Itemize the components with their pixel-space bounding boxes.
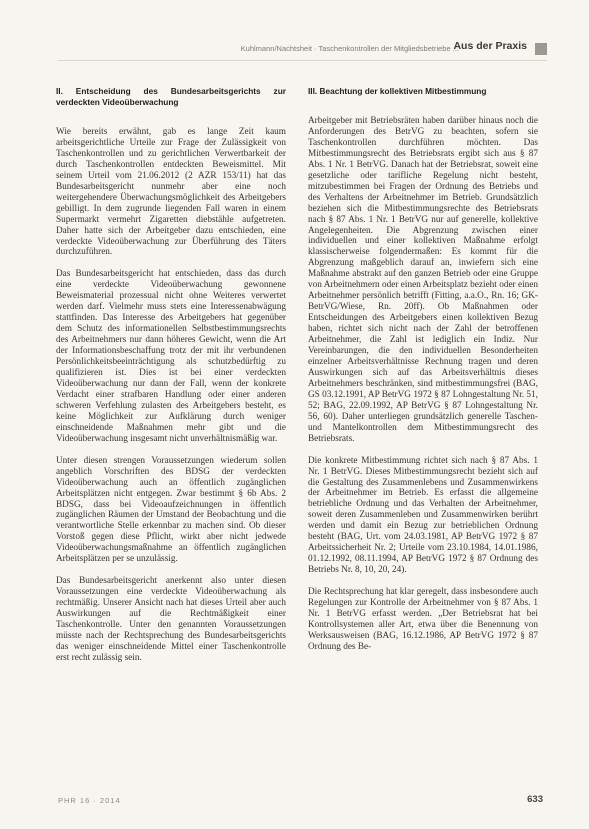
left-paragraph-2: Das Bundesarbeitsgericht hat entschieden, dass das durch eine verdeckte Videoüberwachung gewonnene Beweismaterial prozessual nicht ohne Weiteres verwertet werden darf. Vielmehr muss stets eine Interessenabwägung stattfinden. Das Interesse des Arbeitgebers hat gegenüber dem Schutz des informationellen Selbstbestimmungsrechts des Arbeitnehmers nur dann höheres Gewicht, wenn die Art der Informationsbeschaffung trotz der mit ihr verbundenen Persönlichkeitsbeeinträchtigung als schutzbedürftig zu qualifizieren ist. Dies ist bei einer verdeckten Videoüberwachung nur dann der Fall, wenn der konkrete Verdacht einer strafbaren Handlung oder einer anderen schweren Verfehlung zulasten des Arbeitgebers besteht, es keine Möglichkeit zur Aufklärung durch weniger einschneidende Maßnahmen mehr gibt und die Videoüberwachung insgesamt nicht unverhältnismäßig war. (56, 269, 286, 444)
header-rule (58, 60, 547, 61)
journal-footer: PHR 16 · 2014 (58, 796, 121, 805)
left-heading: II. Entscheidung des Bundesarbeitsgerichts zur verdeckten Videoüberwachung (56, 86, 286, 107)
page-number: 633 (527, 794, 543, 805)
right-paragraph-2: Die konkrete Mitbestimmung richtet sich nach § 87 Abs. 1 Nr. 1 BetrVG. Dieses Mitbestimmungsrecht bezieht sich auf die Gestaltung des Zusammenlebens und Zusammenwirkens der Arbeitnehmer im Betrieb. Es erfasst die allgemeine betriebliche Ordnung und das Verhalten der Arbeitnehmer, soweit deren Zusammenleben und Zusammenwirken berührt werden und damit ein Bezug zur betrieblichen Ordnung besteht (BAG, Urt. vom 24.03.1981, AP BetrVG 1972 § 87 Arbeitssicherheit Nr. 2; Urteile vom 23.10.1984, 14.01.1986, 01.12.1992, 08.11.1994, AP BetrVG 1972 § 87 Ordnung des Betriebs Nr. 8, 10, 20, 24). (308, 455, 538, 576)
left-paragraph-4: Das Bundesarbeitsgericht anerkennt also unter diesen Voraussetzungen eine verdeckte Videoüberwachung als rechtmäßig. Unserer Ansicht nach hat dieses Urteil aber auch Auswirkungen auf die Rechtmäßigkeit einer Taschenkontrolle. Unter den genannten Voraussetzungen müsste nach der Rechtsprechung des Bundesarbeitsgerichts das weniger einschneidende Mittel einer Taschenkontrolle erst recht zulässig sein. (56, 576, 286, 663)
section-title: Aus der Praxis (453, 40, 527, 52)
left-paragraph-3: Unter diesen strengen Voraussetzungen wiederum sollen angeblich Vorschriften des BDSG der verdeckten Videoüberwachung auch an öffentlich zugänglichen Arbeitsplätzen nicht entgegen. Zwar bestimmt § 6b Abs. 2 BDSG, dass bei Videoaufzeichnungen in öffentlich zugänglichen Räumen der Umstand der Beobachtung und die verantwortliche Stelle erkennbar zu machen sind. Ob dieser Vorstoß gegen diese Pflicht, wirkt aber nicht jedwede Videoüberwachungsmaßnahme an öffentlich zugänglichen Arbeitsplätzen per se unzulässig. (56, 455, 286, 565)
right-column (308, 86, 538, 664)
left-column (56, 86, 286, 675)
running-title: Kuhlmann/Nachtsheit · Taschenkontrollen der Mitgliedsbetriebe ... (240, 44, 459, 53)
page-header (0, 40, 589, 60)
right-heading: III. Beachtung der kollektiven Mitbestimmung (308, 86, 487, 96)
right-paragraph-1: Arbeitgeber mit Betriebsräten haben darüber hinaus noch die Anforderungen des BetrVG zu beachten, sofern sie Taschenkontrollen durchführen möchten. Das Mitbestimmungsrecht des Betriebsrats ergibt sich aus § 87 Abs. 1 Nr. 1 BetrVG. Danach hat der Betriebsrat, soweit eine gesetzliche oder tarifliche Regelung nicht besteht, mitzubestimmen bei Fragen der Ordnung des Betriebs und des Verhaltens der Arbeitnehmer im Betrieb. Grundsätzlich beziehen sich die Mitbestimmungsrechte des Betriebsrats nach § 87 Abs. 1 Nr. 1 BetrVG nur auf generelle, kollektive Angelegenheiten. Die Abgrenzung zwischen einer individuellen und einer kollektiven Maßnahme erfolgt klassischerweise folgendermaßen: Es kommt für die Abgrenzung maßgeblich darauf an, inwiefern sich eine Maßnahme abstrakt auf den ganzen Betrieb oder eine Gruppe von Arbeitnehmern oder einen Arbeitsplatz bezieht oder einen Arbeitnehmer persönlich betrifft (Fitting, a.a.O., Rn. 16; GK-BetrVG/Wiese, Rn. 20ff). Ob Maßnahmen oder Entscheidungen des Arbeitgebers einen kollektiven Bezug haben, richtet sich nicht nach der Zahl der betroffenen Arbeitnehmer, die Zahl ist lediglich ein Indiz. Nur Vereinbarungen, die den individuellen Besonderheiten einzelner Arbeitsverhältnisse Rechnung tragen und deren Auswirkungen sich auf das Arbeitsverhältnis dieses Arbeitnehmers beschränken, sind mitbestimmungsfrei (BAG, GS 03.12.1991, AP BetrVG 1972 § 87 Lohngestaltung Nr. 51, 52; BAG, 22.09.1992, AP BetrVG § 87 Lohngestaltung Nr. 56, 60). Daher unterliegen grundsätzlich generelle Taschen- und Mantelkontrollen dem Mitbestimmungsrecht des Betriebsrats. (308, 116, 538, 444)
left-paragraph-1: Wie bereits erwähnt, gab es lange Zeit kaum arbeitsgerichtliche Urteile zur Frage der Zulässigkeit von Taschenkontrollen und zu gerichtlichen Verwertbarkeit der durch Taschenkontrollen entdeckten Beweismittel. Mit seinem Urteil vom 21.06.2012 (2 AZR 153/11) hat das Bundesarbeitsgericht nunmehr aber eine noch weitergehendere Überwachungsmöglichkeit des Arbeitgebers gebilligt. In dem zugrunde liegenden Fall waren in einem Supermarkt vermehrt Zigaretten diebstähle aufgetreten. Daher hatte sich der Arbeitgeber dazu entschieden, eine verdeckte Videoüberwachung zur Überführung des Täters durchzuführen. (56, 127, 286, 258)
right-paragraph-3: Die Rechtsprechung hat klar geregelt, dass insbesondere auch Regelungen zur Kontrolle der Arbeitnehmer von § 87 Abs. 1 Nr. 1 BetrVG erfasst werden. „Der Betriebsrat hat bei Kontrollsystemen aller Art, etwa über die Benennung von Werksausweisen (BAG, 16.12.1986, AP BetrVG 1972 § 87 Ordnung des Be- (308, 587, 538, 652)
section-marker (535, 43, 547, 55)
